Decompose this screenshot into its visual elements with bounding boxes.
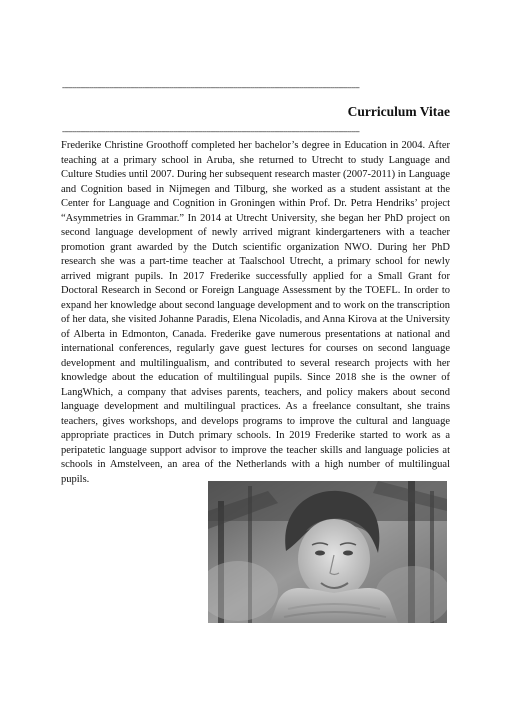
biography-paragraph: Frederike Christine Groothoff completed her bachelor’s degree in Education in 2004. After teaching at a primary school in Aruba, she returned to Utrecht to study Language and Culture Studies until 2007. During her subsequent research master (2007-2011) in Language and Cognition based in Nijmegen and Tilburg, she worked as a student assistant at the Center for Language and Cognition in Groningen within Prof. Dr. Petra Hendriks’ project “Asymmetries in Grammar.” In 2014 at Utrecht University, she began her PhD project on second language development of newly arrived migrant kindergarteners with a teacher promotion grant awarded by the Dutch scientific organization NWO. During her PhD research she was a part-time teacher at Taalschool Utrecht, a primary school for newly arrived migrant pupils. In 2017 Frederike successfully applied for a Small Grant for Doctoral Research in Second or Foreign Language Assessment by the TOEFL. In order to expand her knowledge about second language development and to work on the transcription of her data, she visited Johanne Paradis, Elena Nicoladis, and Anna Kirova at the University of Alberta in Edmonton, Canada. Frederike gave numerous presentations at national and international conferences, regularly gave guest lectures for courses on second language development and multilingualism, and contributed to several research projects with her knowledge about the education of multilingual pupils. Since 2018 she is the owner of LangWhich, a company that advises parents, teachers, and policy makers about second language development and multilingual practices. As a freelance consultant, she trains teachers, gives workshops, and develops programs to improve the cultural and language appropriate practices in Dutch primary schools. In 2019 Frederike started to work as a peripatetic language support advisor to improve the teacher skills and language policies at schools in Amstelveen, an area of the Netherlands with a high number of multilingual pupils. (61, 140, 450, 485)
top-separator: ------------------------------------------------------------------------------------------------------------------------------------------------ (62, 84, 360, 92)
portrait-illustration (208, 481, 447, 623)
portrait-photo (208, 481, 447, 623)
page-title: Curriculum Vitae (347, 104, 450, 119)
bottom-separator: ------------------------------------------------------------------------------------------------------------------------------------------------ (62, 128, 360, 136)
